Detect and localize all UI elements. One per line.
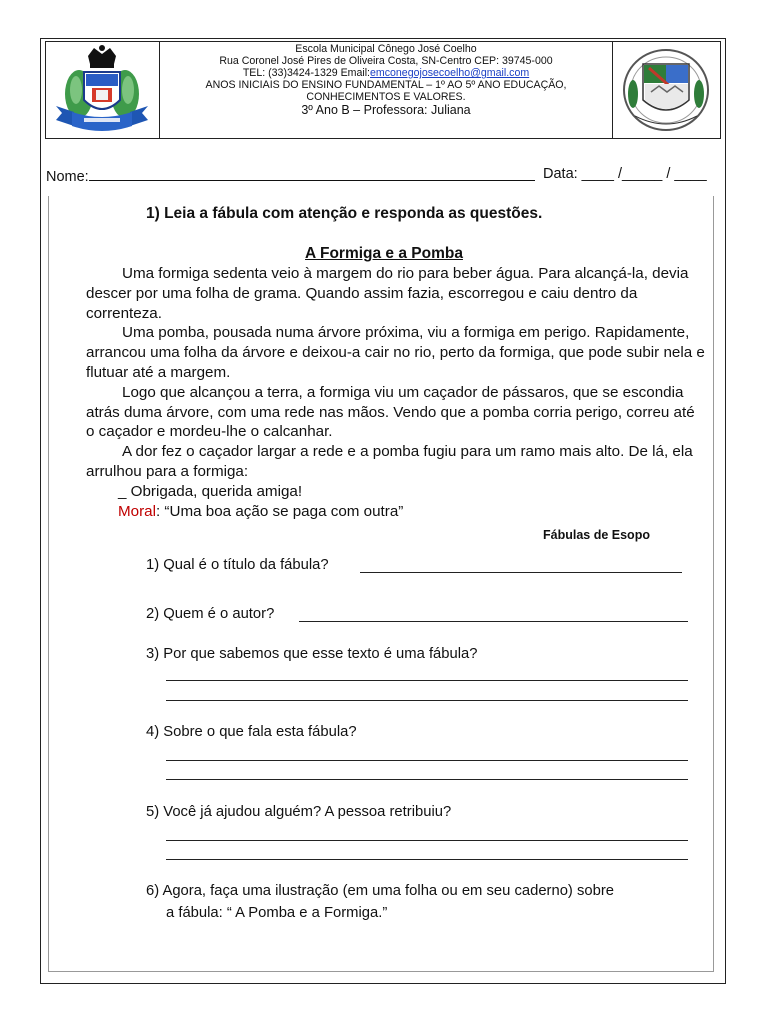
school-level-line2: CONHECIMENTOS E VALORES. <box>306 91 466 103</box>
answer-line-q2[interactable] <box>299 621 688 622</box>
question-1: 1) Qual é o título da fábula? <box>146 557 329 573</box>
answer-line-q4[interactable] <box>166 779 688 780</box>
answer-line-q1[interactable] <box>360 572 682 573</box>
fable-paragraph: A dor fez o caçador largar a rede e a pomba fugiu para um ramo mais alto. De lá, ela arrulhou para a formiga: <box>86 443 693 480</box>
answer-line-q4[interactable] <box>166 760 688 761</box>
municipality-seal <box>612 42 720 138</box>
school-contact <box>160 67 612 79</box>
name-field[interactable] <box>89 166 535 181</box>
question-4: 4) Sobre o que fala esta fábula? <box>146 724 357 740</box>
class-teacher-line: 3º Ano B – Professora: Juliana <box>301 103 471 117</box>
school-logo-left <box>46 42 160 138</box>
date-field[interactable]: Data: ____ /_____ / ____ <box>543 166 707 182</box>
school-info <box>160 43 612 117</box>
fable-title: A Formiga e a Pomba <box>305 245 463 262</box>
answer-line-q3[interactable] <box>166 700 688 701</box>
school-level-line1: ANOS INICIAIS DO ENSINO FUNDAMENTAL – 1º AO 5º ANO EDUCAÇÃO, <box>205 79 567 91</box>
question-6: 6) Agora, faça uma ilustração (em uma folha ou em seu caderno) sobre <box>146 883 614 899</box>
question-2: 2) Quem é o autor? <box>146 606 275 622</box>
question-6-continuation: a fábula: “ A Pomba e a Formiga.” <box>166 905 388 921</box>
moral-text: : “Uma boa ação se paga com outra” <box>155 502 404 520</box>
fable-source: Fábulas de Esopo <box>543 528 650 542</box>
answer-line-q3[interactable] <box>166 680 688 681</box>
fable-paragraph: Logo que alcançou a terra, a formiga viu um caçador de pássaros, que se escondia atrás duma árvore, com uma rede nas mãos. Vendo que a pomba corria perigo, correu até o caçador e mordeu-lhe o calcanhar. <box>86 383 695 441</box>
question-3: 3) Por que sabemos que esse texto é uma fábula? <box>146 646 478 662</box>
phone-text: TEL: (33)3424-1329 Email: <box>242 67 371 79</box>
email-link[interactable]: emconegojosecoelho@gmail.com <box>370 67 530 79</box>
moral-label: Moral <box>118 502 156 520</box>
fable-dialog: _ Obrigada, querida amiga! <box>118 482 303 500</box>
municipal-seal-icon <box>613 42 719 138</box>
fable-paragraph: Uma formiga sedenta veio à margem do rio para beber água. Para alcançá-la, devia descer por uma folha de grama. Quando assim fazia, escorregou e caiu dentro da correnteza. <box>86 265 689 322</box>
name-label: Nome: <box>46 169 89 185</box>
answer-line-q5[interactable] <box>166 859 688 860</box>
student-info-row <box>46 166 722 185</box>
school-header <box>45 41 721 139</box>
fable-text <box>86 264 706 521</box>
answer-line-q5[interactable] <box>166 840 688 841</box>
fable-moral <box>86 502 706 522</box>
school-address: Rua Coronel José Pires de Oliveira Costa, SN-Centro CEP: 39745-000 <box>219 55 553 67</box>
instruction-heading: 1) Leia a fábula com atenção e responda as questões. <box>146 205 543 222</box>
school-crest-icon <box>46 42 158 138</box>
school-name: Escola Municipal Cônego José Coelho <box>295 43 477 55</box>
fable-paragraph: Uma pomba, pousada numa árvore próxima, viu a formiga em perigo. Rapidamente, arrancou uma folha da árvore e deixou-a cair no rio, perto da formiga, que pode subir nela e flutuar até a margem. <box>86 324 705 381</box>
question-5: 5) Você já ajudou alguém? A pessoa retribuiu? <box>146 804 452 820</box>
